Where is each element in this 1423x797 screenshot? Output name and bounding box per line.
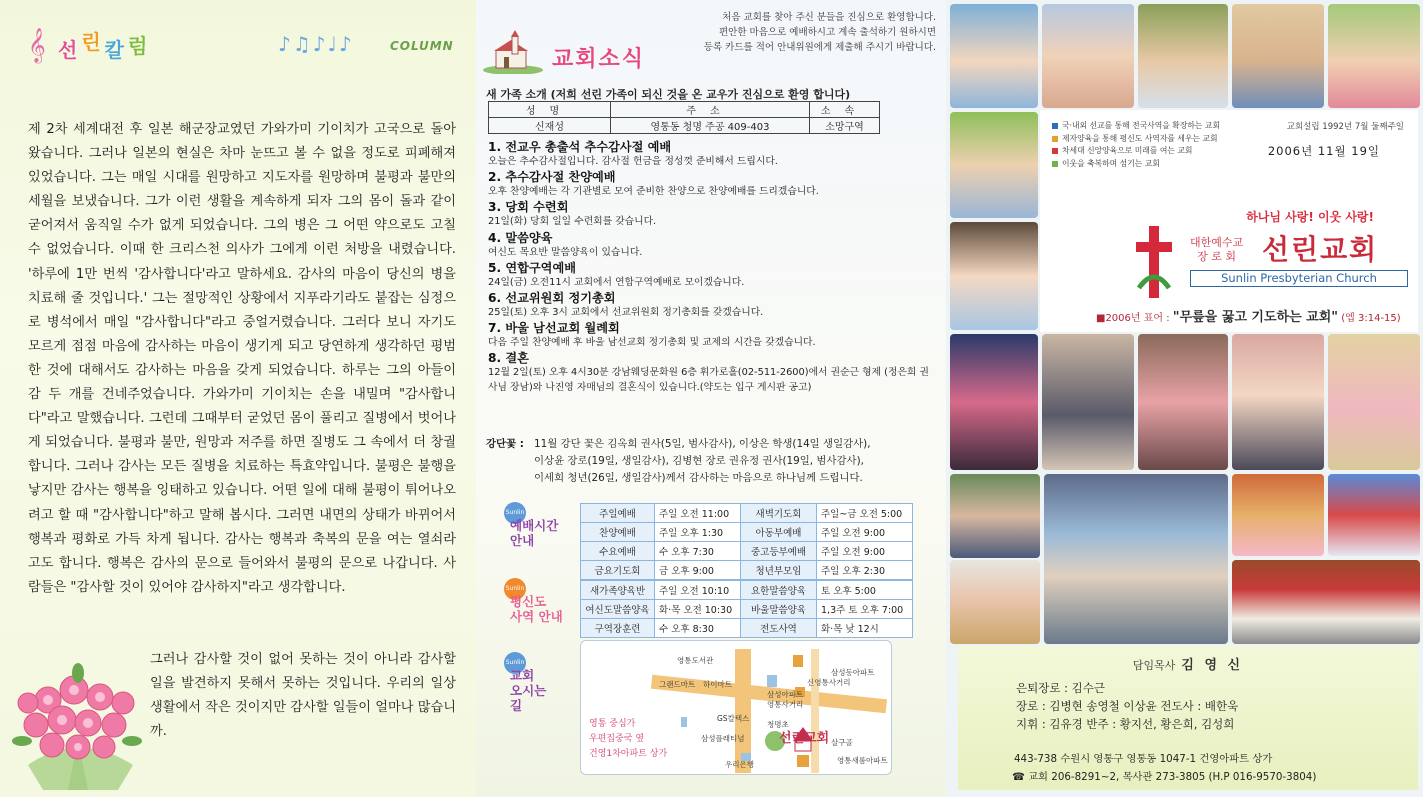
denomination: 대한예수교 장 로 회: [1190, 236, 1244, 263]
directions-badge: Sunlin 교회 오시는 길: [504, 652, 578, 713]
music-notes-icon: ♪♫♪♩♪: [278, 32, 354, 56]
church-address: 443-738 수원시 영통구 영통동 1047-1 건영아파트 상가: [1014, 753, 1273, 765]
table-row: 수요예배 수 오후 7:30 중고등부예배 주일 오전 9:00: [581, 542, 913, 561]
church-cross-logo: [1134, 226, 1174, 298]
congregation-photo: [1044, 474, 1228, 644]
news-title: 교회소식: [552, 47, 646, 72]
column-panel: [0, 0, 476, 797]
child-photo: [1232, 4, 1324, 108]
staff-line: 장로 : 김병현 송영철 이상윤 전도사 : 배한욱: [1016, 699, 1239, 713]
ministry-table: [580, 580, 913, 638]
staff-box: [958, 646, 1418, 790]
news-item: 2. 추수감사절 찬양예배 오후 찬양예배는 각 기관별로 모여 준비한 찬양으로 찬양예배를 드리겠습니다.: [488, 170, 819, 198]
year-motto: ■2006년 표어 : "무릎을 꿇고 기도하는 교회" (엡 3:14-15): [1096, 310, 1401, 325]
map-label: 청명초: [767, 720, 789, 729]
column-label: COLUMN: [390, 39, 454, 53]
treble-clef-icon: 𝄞: [28, 28, 46, 63]
list-item: 국·내외 선교를 통해 전국사역을 확장하는 교회: [1052, 120, 1220, 133]
news-item: 8. 결혼 12월 2일(토) 오후 4시30분 강남웨딩문화원 6층 휘가로홀(02-511-2600)에서 권순근 형제 (정은희 권사님 장남)와 나진영 자매님의 결혼식이 있습니다.(약도는 입구 게시판 공고): [488, 351, 929, 393]
map-label: 그랜드마트: [659, 680, 696, 689]
column-text: [28, 118, 456, 600]
child-photo: [950, 222, 1038, 330]
child-photo: [950, 112, 1038, 218]
welcome-message: 처음 교회를 찾아 주신 분들을 진심으로 환영합니다. 편안한 마음으로 예배하시고 계속 출석하기 원하시면 등록 카드를 적어 안내위원에게 제출해 주시기 바랍니다.: [703, 12, 936, 53]
new-family-caption: 새 가족 소개 (저희 선린 가족이 되신 것을 온 교우가 진심으로 환영 합니다): [486, 88, 851, 101]
map-label: 삼성동아파트: [831, 668, 875, 677]
table-cell: 영통동 청명 주공 409-403: [611, 118, 810, 134]
table-cell: 소망구역: [810, 118, 880, 134]
table-row: 새가족양육반 주일 오전 10:10 요한말씀양육 토 오후 5:00: [581, 581, 913, 600]
church-info-box: [1040, 110, 1418, 332]
map-label: 우리은행: [725, 760, 754, 769]
established-date: 교회설립 1992년 7월 둘째주일: [1286, 122, 1404, 132]
sunlin-badge-icon: Sunlin: [504, 578, 526, 600]
table-row: 구역장훈련 수 오후 8:30 전도사역 화·목 낮 12시: [581, 619, 913, 638]
church-english-name: Sunlin Presbyterian Church: [1190, 270, 1408, 287]
performance-photo: [1232, 560, 1420, 644]
altar-flowers-label: 강단꽃 :: [486, 438, 524, 450]
rose-bouquet-image: [8, 645, 148, 790]
list-item: 제자양육을 통해 평신도 사역자를 세우는 교회: [1052, 133, 1220, 146]
child-photo: [950, 4, 1038, 108]
church-building-icon: [482, 30, 544, 74]
list-item: 차세대 신앙양육으로 미래를 여는 교회: [1052, 145, 1220, 158]
directions-map: [580, 640, 892, 775]
table-header: 소속: [810, 102, 880, 118]
pastor: 담임목사 김 영 신: [1132, 658, 1244, 673]
news-header: [482, 30, 682, 80]
table-header: 주소: [611, 102, 810, 118]
elder-photo: [1138, 334, 1228, 470]
news-item: 6. 선교위원회 정기총회 25일(토) 오후 3시 교회에서 선교위원회 정기총회를 갖겠습니다.: [488, 291, 764, 319]
staff-line: 지휘 : 김유경 반주 : 황지선, 황은희, 김성희: [1016, 717, 1235, 731]
sunlin-badge-icon: Sunlin: [504, 502, 526, 524]
map-label: GS칼텍스: [717, 714, 750, 723]
table-row: 여신도말씀양육 화·목 오전 10:30 바울말씀양육 1,3주 토 오후 7:00: [581, 600, 913, 619]
family-photo: [1042, 334, 1134, 470]
route-description: 영통 중심가 우편집중국 옆 건영1차아파트 상가: [589, 719, 668, 759]
table-header: 성명: [489, 102, 611, 118]
news-item: 4. 말씀양육 여신도 목요반 말씀양육이 있습니다.: [488, 230, 643, 258]
worship-times-badge: Sunlin 예배시간 안내: [504, 502, 578, 548]
news-item: 1. 전교우 총출석 추수감사절 예배 오늘은 추수감사절입니다. 감사절 헌금을 정성껏 준비해서 드립시다.: [488, 140, 778, 167]
church-phone: ☎ 교회 206-8291~2, 목사관 273-3805 (H.P 016-9570-3804): [1012, 771, 1317, 783]
column-paragraph: 제 2차 세계대전 후 일본 해군장교였던 가와가미 기이치가 고국으로 돌아왔습니다. 그러나 일본의 현실은 차마 눈뜨고 볼 수 없을 정도로 피폐해져 있었습니다. 그는 매일 시대를 원망하고 지도자를 원망하며 불평과 불만의 세월을 보냈습니다. 그가 이런 생활을 계속하게 되자 그의 몸이 돌과 같이 굳어져서 움직일 수가 없게 되었습니다. 그의 병은 그 어떤 약으로도 고칠 수 없었습니다. 이때 한 크리스천 의사가 그에게 이런 처방을 내렸습니다. '하루에 1만 번씩 '감사합니다'라고 말하세요. 감사의 마음이 당신의 병을 치료해 줄 것입니다.' 그는 절망적인 상황에서 지푸라기라도 붙잡는 심정으로 병석에서 매일 "감사합니다"라고 중얼거렸습니다. 그러다 보니 자기도 모르게 점점 마음에 감사하는 마음이 생기게 되고 당연하게 생각하던 평범한 것에 대해서도 감사하는 마음을 갖게 되었습니다. 하루는 그의 아들이 감 두 개를 건네주었습니다. 가와가미 기이치는 손을 내밀며 "감사합니다"라고 말했습니다. 그런데 그때부터 굳었던 몸이 풀리고 질병에서 벗어나게 되었습니다. 불평과 불만, 원망과 저주를 하면 질병도 그 속에서 더 창궐합니다. 그러나 감사는 모든 질병을 치료하는 특효약입니다. 불평은 불행을 낳지만 감사는 행복을 잉태하고 있습니다. 어떤 일에 대해 불평이 튀어나오려고 할 때 "감사합니다"하고 말해 봅시다. 그러면 내면의 상태가 바뀌어서 행복과 평화로 가득 차게 됩니다. 감사는 행복과 축복의 문을 여는 열쇠라고도 합니다. 행복은 감사의 문으로 들어와서 불평의 문으로 나갑니다. 사람들은 "감사할 것이 있어야 감사하지"라고 생각합니다.: [28, 122, 456, 595]
table-row: 찬양예배 주일 오후 1:30 아동부예배 주일 오전 9:00: [581, 523, 913, 542]
staff-line: 은퇴장로 : 김수근: [1016, 681, 1105, 695]
map-label: 신영통사거리: [807, 678, 851, 687]
event-photo: [1328, 474, 1420, 556]
child-photo: [1328, 4, 1420, 108]
news-item: 3. 당회 수련회 21일(화) 당회 일일 수련회를 갖습니다.: [488, 200, 657, 228]
worship-photo: [950, 334, 1038, 470]
singer-photo: [950, 560, 1040, 644]
news-item: 5. 연합구역예배 24일(금) 오전11시 교회에서 연합구역예배로 모이겠습니다.: [488, 260, 745, 288]
map-church-label: 선린교회: [779, 731, 830, 746]
church-name: 선린교회: [1262, 233, 1379, 266]
ministry-badge: Sunlin 평신도 사역 안내: [504, 578, 578, 624]
column-closing: [150, 648, 456, 744]
map-label: 영통새롬아파트: [837, 756, 888, 765]
table-cell: 신재성: [489, 118, 611, 134]
column-title: 선린칼럼: [58, 30, 152, 62]
bulletin-date: 2006년 11월 19일: [1267, 144, 1380, 158]
table-row: 주일예배 주일 오전 11:00 새벽기도회 주일~금 오전 5:00: [581, 504, 913, 523]
table-row: [489, 118, 880, 134]
map-label: 삼성아파트: [767, 690, 804, 699]
news-list: [488, 139, 938, 395]
church-info-panel: [946, 0, 1423, 797]
child-photo: [1042, 4, 1134, 108]
outing-photo: [1232, 474, 1324, 556]
map-label: 영통도서관: [677, 656, 714, 665]
list-item: 이웃을 축복하며 섬기는 교회: [1052, 158, 1220, 171]
child-photo: [1138, 4, 1228, 108]
mission-list: [1052, 120, 1220, 170]
news-panel: 교회소식 처음 교회를 찾아 주신 분들을 진심으로 환영합니다. 편안한 마음으로 예배하시고 계속 출석하기 원하시면 등록 카드를 적어 안내위원에게 제출해 주시기 바랍니다. 새 가족 소개 (저희 선린 가족이 되신 것을 온 교우가 진심으로 환영 합니다) 성명 주소 소속 신재성 영통동 청명 주공 409-403 소망구역 1. 전교우 총출석 추수감사절 예배 오늘은 추수감사절입니다. 감사절 헌금을 정성껏 준비해서 드립시다. 2. 추수감사절 찬양예배 오후 찬양예배는 각 기관별로 모여 준비한 찬양으로 찬양예배를 드리겠습니다. 3. 당회 수련회 21일(화) 당회 일일 수련회를 갖습니다. 4. 말씀양육 여신도 목요반 말씀양육이 있습니다. 5. 연합구역예배 24일(금) 오전11시 교회에서 연합구역예배로 모이겠습니다. 6. 선교위원회 정기총회 25일(토) 오후 3시 교회에서 선교위원회 정기총회를 갖겠습니다. 7. 바울 남선교회 월례회 다음 주일 찬양예배 후 바울 남선교회 정기총회 및 교제의 시간을 갖겠습니다. 8. 결혼 12월 2일(토) 오후 4시30분 강남웨딩문화원 6층 휘가로홀(02-511-2600)에서 권순근 형제 (정은희 권사님 장남)와 나진영 자매님의 결혼식이 있습니다.(약도는 입구 게시판 공고) 강단꽃 : 11월 강단 꽃은 김옥희 권사(5일, 범사감사), 이상은 학생(14일 생일감사), 이상윤 장로(19일, 생일감사), 김병현 장로 권유정 권사(19일, 범사감사), 이세희 청년(26일, 생일감사)께서 감사하는 마음으로 하나님께 드립니다. Sunlin 예배시간 안내 주일예배 주일 오전 11:00 새벽기도회 주일~금 오전 5:00 찬양예배 주일 오후 1:30 아동부예배 주일 오전 9:00 수요예배 수 오후 7:30 중고등부예배 주일 오전 9:00 금요기도회 금 오후 9:00 청년부모임 주일 오후 2:30 Sunlin 평신도 사역 안내 새가족양육반 주일 오전 10:10 요한말씀양육 토 오후 5:00 여신도말씀양육 화·목 오전 10:30 바울말씀양육 1,3주 토 오후 7:00 구역장훈련 수 오후 8:30 전도사역 화·목 낮 12시 Sunlin 교회 오시는 길 영통도서관 그랜드마트 하이마트 삼성아파트 영통사거리 GS칼텍스 신영통사거리 삼성플래티넘 우리은행 청명초 살구골 삼성동아파트 영통새롬아파트 영통 중심가 우편집중국 옆 건영1차아파트 상가 선린교회: [476, 0, 946, 797]
slogan: 하나님 사랑! 이웃 사랑!: [1246, 210, 1374, 224]
column-closing-text: 그러나 감사할 것이 없어 못하는 것이 아니라 감사할 일을 발견하지 못해서 못하는 것입니다. 우리의 일상생활에서 작은 것이지만 감사할 일들이 얼마나 많습니까.: [150, 652, 456, 740]
group-photo: [950, 474, 1040, 558]
table-row: 금요기도회 금 오후 9:00 청년부모임 주일 오후 2:30: [581, 561, 913, 580]
new-family-table: [488, 101, 880, 134]
choir-photo: [1328, 334, 1420, 470]
map-label: 삼성플래티넘: [701, 734, 745, 743]
column-header: [28, 28, 456, 68]
map-label: 하이마트: [703, 680, 732, 689]
map-label: 영통사거리: [767, 700, 804, 709]
map-label: 살구골: [831, 738, 853, 747]
worship-times-table: [580, 503, 913, 580]
youth-photo: [1232, 334, 1324, 470]
sunlin-badge-icon: Sunlin: [504, 652, 526, 674]
news-item: 7. 바울 남선교회 월례회 다음 주일 찬양예배 후 바울 남선교회 정기총회 및 교제의 시간을 갖겠습니다.: [488, 321, 816, 349]
